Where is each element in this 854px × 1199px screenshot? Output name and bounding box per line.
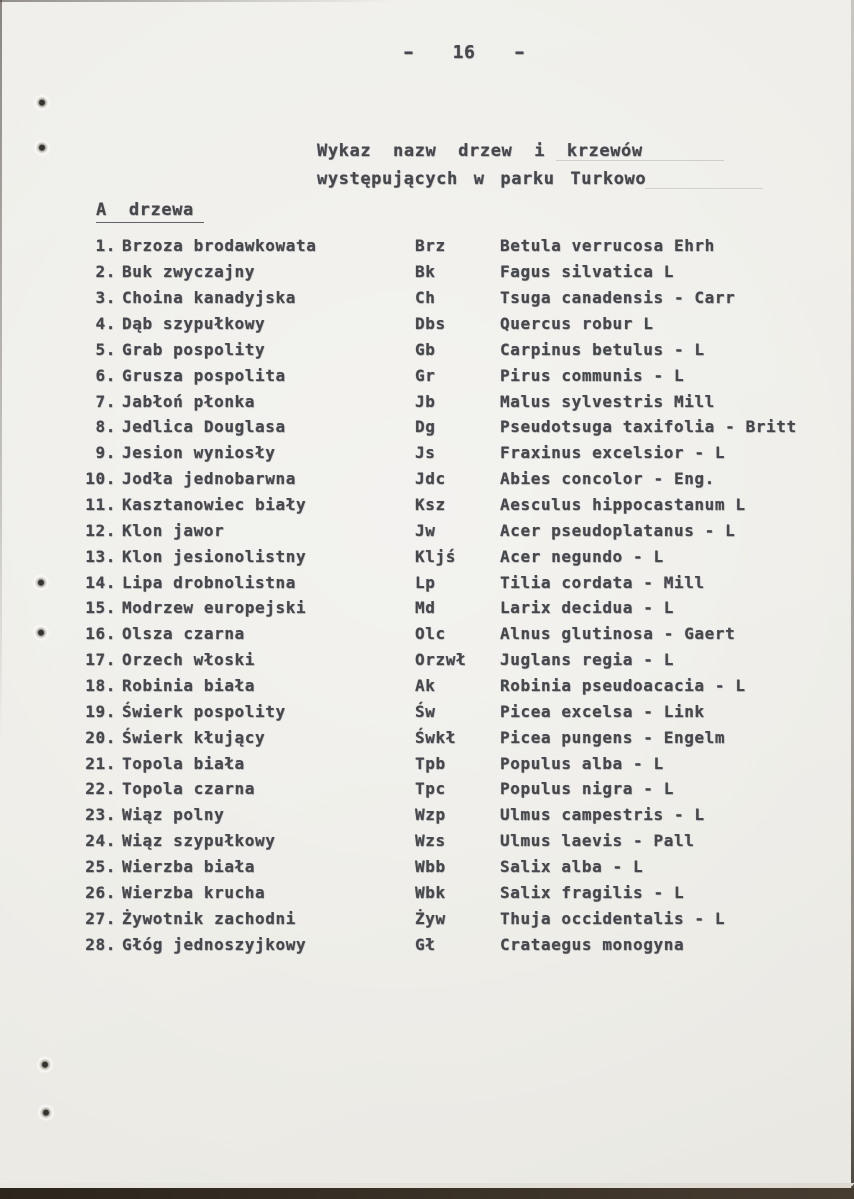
tree-list-row <box>0 362 854 388</box>
row-abbreviation: Brz <box>415 236 446 256</box>
row-latin-name: Malus sylvestris Mill <box>500 391 715 411</box>
row-latin-name: Acer pseudoplatanus - L <box>500 520 736 540</box>
row-latin-name: Juglans regia - L <box>500 650 674 670</box>
row-number: 9. <box>95 443 116 463</box>
row-number: 22. <box>85 779 116 799</box>
row-polish-name: Orzech włoski <box>122 650 256 670</box>
row-number: 3. <box>95 288 116 308</box>
row-latin-name: Abies concolor - Eng. <box>500 469 715 489</box>
row-polish-name: Grab pospolity <box>122 339 266 359</box>
row-abbreviation: Św <box>415 701 436 721</box>
row-abbreviation: Tpc <box>415 779 446 799</box>
row-abbreviation: Gr <box>415 365 436 385</box>
row-abbreviation: Olc <box>415 624 446 644</box>
row-latin-name: Larix decidua - L <box>500 598 674 618</box>
tree-list-row <box>0 931 854 957</box>
row-number: 23. <box>85 805 116 825</box>
row-latin-name: Carpinus betulus - L <box>500 339 705 359</box>
row-latin-name: Pirus communis - L <box>500 365 685 385</box>
row-number: 11. <box>85 495 116 515</box>
row-polish-name: Olsza czarna <box>122 624 245 644</box>
tree-list-row <box>0 569 854 595</box>
row-abbreviation: Bk <box>415 262 436 282</box>
row-abbreviation: Jw <box>415 520 436 540</box>
punch-mark <box>32 574 50 592</box>
row-abbreviation: Śwkł <box>415 727 456 747</box>
row-number: 27. <box>85 908 116 928</box>
row-latin-name: Aesculus hippocastanum L <box>500 495 746 515</box>
section-letter: A <box>96 200 107 220</box>
row-number: 8. <box>95 417 116 437</box>
row-number: 25. <box>85 857 116 877</box>
row-abbreviation: Gł <box>415 934 436 954</box>
row-number: 17. <box>85 650 116 670</box>
punch-mark <box>37 1104 55 1122</box>
row-polish-name: Wierzba biała <box>122 857 256 877</box>
row-abbreviation: Md <box>415 598 436 618</box>
tree-list-row <box>0 311 854 337</box>
row-latin-name: Picea excelsa - Link <box>500 701 705 721</box>
page-number-dash-left: - <box>400 42 417 63</box>
row-latin-name: Betula verrucosa Ehrh <box>500 236 715 256</box>
row-number: 24. <box>85 831 116 851</box>
row-number: 14. <box>85 572 116 592</box>
tree-species-list <box>0 233 854 957</box>
tree-list-row <box>0 259 854 285</box>
row-number: 15. <box>85 598 116 618</box>
row-number: 7. <box>95 391 116 411</box>
tree-list-row <box>0 905 854 931</box>
row-latin-name: Fraxinus excelsior - L <box>500 443 726 463</box>
row-abbreviation: Tpb <box>415 753 446 773</box>
row-polish-name: Świerk kłujący <box>122 727 266 747</box>
row-number: 21. <box>85 753 116 773</box>
tree-list-row <box>0 492 854 518</box>
row-abbreviation: Wbb <box>415 857 446 877</box>
faint-underline <box>556 160 724 161</box>
row-abbreviation: Ak <box>415 676 436 696</box>
row-number: 1. <box>95 236 116 256</box>
row-polish-name: Jedlica Douglasa <box>122 417 286 437</box>
row-latin-name: Populus nigra - L <box>500 779 674 799</box>
scan-edge-bottom <box>0 1188 854 1199</box>
row-abbreviation: Orzwł <box>415 650 467 670</box>
row-polish-name: Wiąz polny <box>122 805 225 825</box>
row-latin-name: Robinia pseudoacacia - L <box>500 676 746 696</box>
row-latin-name: Pseudotsuga taxifolia - Britt <box>500 417 797 437</box>
document-title <box>317 137 646 193</box>
faint-underline <box>645 188 763 189</box>
row-abbreviation: Wzp <box>415 805 446 825</box>
row-abbreviation: Jb <box>415 391 436 411</box>
row-polish-name: Jesion wyniosły <box>122 443 276 463</box>
tree-list-row <box>0 828 854 854</box>
row-polish-name: Dąb szypułkowy <box>122 314 266 333</box>
row-polish-name: Brzoza brodawkowata <box>122 236 317 256</box>
scan-edge-left <box>0 0 2 743</box>
row-abbreviation: Wbk <box>415 882 446 902</box>
row-abbreviation: Ksz <box>415 495 446 515</box>
tree-list-row <box>0 543 854 569</box>
row-polish-name: Jodła jednobarwna <box>122 469 296 489</box>
row-latin-name: Picea pungens - Engelm <box>500 727 726 747</box>
row-polish-name: Jabłoń płonka <box>122 391 256 411</box>
row-polish-name: Robinia biała <box>122 676 256 696</box>
row-polish-name: Żywotnik zachodni <box>122 908 296 928</box>
page-number-line <box>400 42 528 63</box>
tree-list-row <box>0 388 854 414</box>
section-header-a-drzewa <box>96 200 204 223</box>
tree-list-row <box>0 698 854 724</box>
row-abbreviation: Dbs <box>415 314 446 333</box>
row-abbreviation: Gb <box>415 339 436 359</box>
tree-list-row <box>0 621 854 647</box>
row-abbreviation: Kljś <box>415 546 456 566</box>
tree-list-row <box>0 854 854 880</box>
tree-list-row <box>0 595 854 621</box>
row-polish-name: Wiąz szypułkowy <box>122 831 276 851</box>
punch-mark <box>36 1056 54 1074</box>
tree-list-row <box>0 879 854 905</box>
row-number: 16. <box>85 624 116 644</box>
row-latin-name: Salix fragilis - L <box>500 882 685 902</box>
row-number: 2. <box>95 262 116 282</box>
row-latin-name: Alnus glutinosa - Gaert <box>500 624 736 644</box>
tree-list-row <box>0 414 854 440</box>
row-polish-name: Buk zwyczajny <box>122 262 256 282</box>
row-polish-name: Świerk pospolity <box>122 701 286 721</box>
row-number: 20. <box>85 727 116 747</box>
tree-list-row <box>0 466 854 492</box>
tree-list-row <box>0 517 854 543</box>
row-number: 10. <box>85 469 116 489</box>
row-latin-name: Ulmus campestris - L <box>500 805 705 825</box>
row-latin-name: Acer negundo - L <box>500 546 664 566</box>
row-number: 19. <box>85 701 116 721</box>
row-abbreviation: Żyw <box>415 908 446 928</box>
punch-mark <box>32 624 50 642</box>
row-polish-name: Lipa drobnolistna <box>122 572 296 592</box>
row-polish-name: Modrzew europejski <box>122 598 307 618</box>
row-latin-name: Fagus silvatica L <box>500 262 674 282</box>
row-polish-name: Topola czarna <box>122 779 256 799</box>
tree-list-row <box>0 673 854 699</box>
row-abbreviation: Dg <box>415 417 436 437</box>
tree-list-row <box>0 440 854 466</box>
row-abbreviation: Lp <box>415 572 436 592</box>
row-polish-name: Klon jawor <box>122 520 225 540</box>
tree-list-row <box>0 233 854 259</box>
row-number: 18. <box>85 676 116 696</box>
row-latin-name: Tilia cordata - Mill <box>500 572 705 592</box>
row-number: 5. <box>95 339 116 359</box>
row-polish-name: Głóg jednoszyjkowy <box>122 934 307 954</box>
tree-list-row <box>0 285 854 311</box>
punch-mark <box>33 139 51 157</box>
row-number: 6. <box>95 365 116 385</box>
tree-list-row <box>0 776 854 802</box>
row-abbreviation: Ch <box>415 288 436 308</box>
row-polish-name: Choina kanadyjska <box>122 288 296 308</box>
row-number: 12. <box>85 520 116 540</box>
row-abbreviation: Js <box>415 443 436 463</box>
row-number: 13. <box>85 546 116 566</box>
scan-edge-top <box>0 0 393 2</box>
row-abbreviation: Jdc <box>415 469 446 489</box>
row-polish-name: Wierzba krucha <box>122 882 266 902</box>
row-latin-name: Salix alba - L <box>500 857 644 877</box>
page-number-dash-right: - <box>511 42 528 63</box>
row-abbreviation: Wzs <box>415 831 446 851</box>
row-polish-name: Kasztanowiec biały <box>122 495 307 515</box>
tree-list-row <box>0 802 854 828</box>
row-latin-name: Ulmus laevis - Pall <box>500 831 695 851</box>
tree-list-row <box>0 647 854 673</box>
tree-list-row <box>0 750 854 776</box>
page-number: 16 <box>452 42 476 63</box>
row-latin-name: Populus alba - L <box>500 753 664 773</box>
row-latin-name: Tsuga canadensis - Carr <box>500 288 736 308</box>
row-latin-name: Crataegus monogyna <box>500 934 685 954</box>
section-word: drzewa <box>128 200 194 220</box>
row-number: 4. <box>95 314 116 333</box>
row-polish-name: Klon jesionolistny <box>122 546 307 566</box>
row-latin-name: Thuja occidentalis - L <box>500 908 726 928</box>
tree-list-row <box>0 336 854 362</box>
title-line-2: występujących w parku Turkowo <box>317 169 647 189</box>
row-polish-name: Grusza pospolita <box>122 365 286 385</box>
row-number: 28. <box>85 934 116 954</box>
row-latin-name: Quercus robur L <box>500 314 654 333</box>
row-number: 26. <box>85 882 116 902</box>
row-polish-name: Topola biała <box>122 753 245 773</box>
tree-list-row <box>0 724 854 750</box>
title-line-1: Wykaz nazw drzew i krzewów <box>317 141 643 161</box>
punch-mark <box>33 94 51 112</box>
